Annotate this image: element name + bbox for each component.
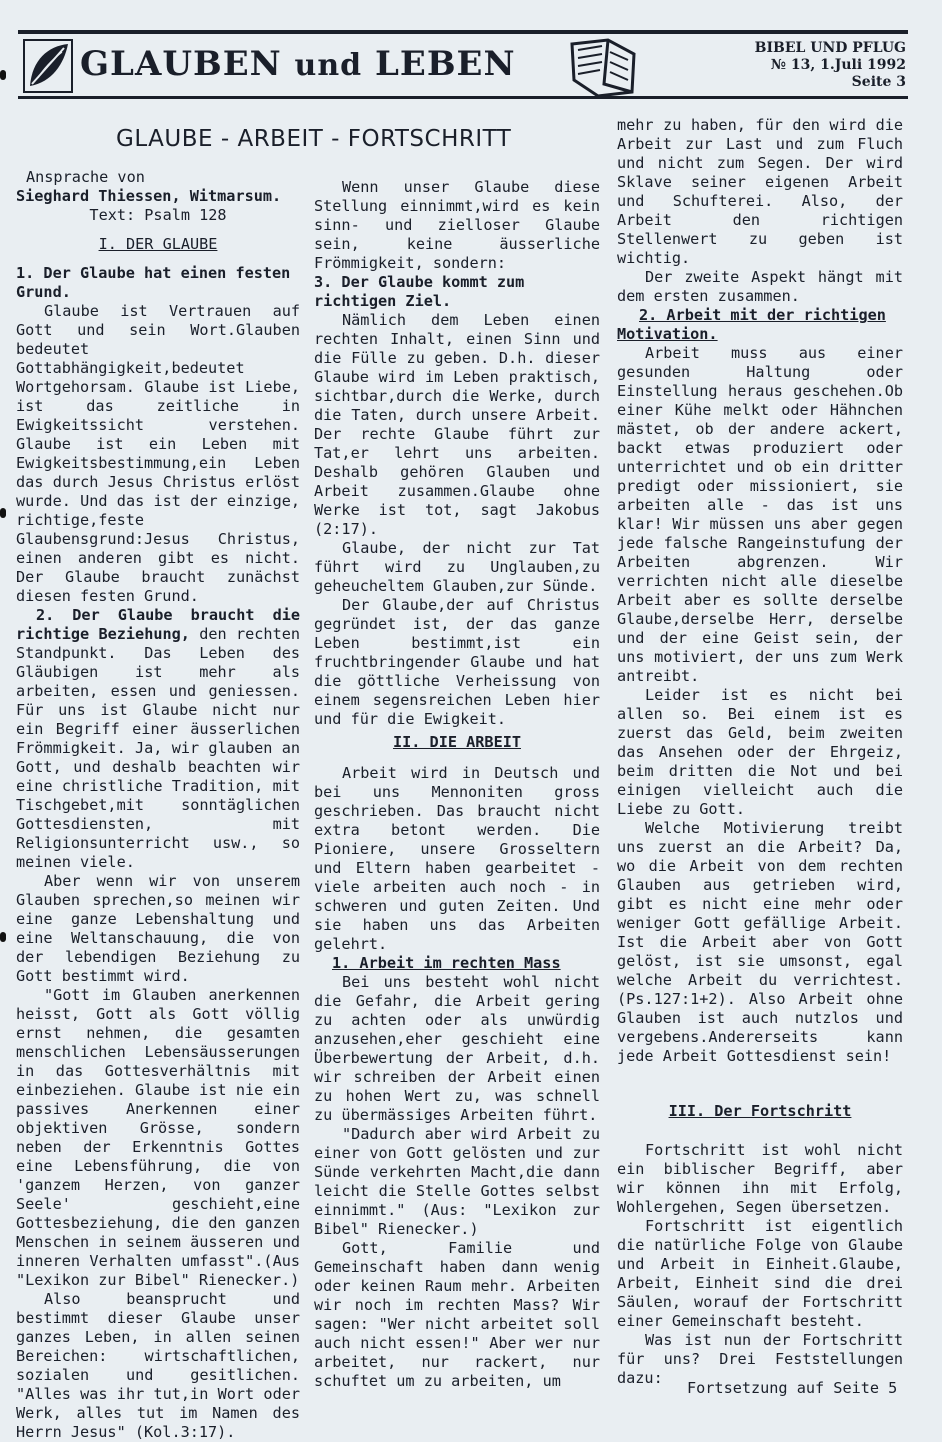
section-heading-arbeit: II. DIE ARBEIT xyxy=(392,733,521,751)
byline-intro: Ansprache von xyxy=(26,168,145,186)
publication-name: BIBEL UND PFLUG xyxy=(754,40,906,56)
paragraph: mehr zu haben, für den wird die Arbeit zur Last und zum Fluch und nicht zum Segen. Der wird Sklave seiner eigenen Arbeit und Schufterei. Also, der Arbeit den richtigen Stellenwert zu geben ist wichtig. xyxy=(617,116,903,267)
paragraph: Bei uns besteht wohl nicht die Gefahr, die Arbeit gering zu achten oder als unwürdig anzusehen,eher geschieht eine Überbewertung der Arbeit, d.h. wir schreiben der Arbeit einen zu hohen Wert zu, was schnell zu übermässiges Arbeiten führt. xyxy=(314,973,600,1124)
section-heading-fortschritt: III. Der Fortschritt xyxy=(668,1102,852,1120)
paragraph: Leider ist es nicht bei allen so. Bei einem ist es zuerst das Geld, beim zweiten das Ansehen oder der Ehrgeiz, beim dritten die Not und bei einigen vielleicht auch die Liebe zu Gott. xyxy=(617,686,903,818)
paragraph: Gott, Familie und Gemeinschaft haben dann wenig oder keinen Raum mehr. Arbeiten wir noch im rechten Mass? Wir sagen: "Wer nicht arbeitet soll auch nicht essen!" Aber wer nur arbeitet, nur rackert, nur schuftet um zu arbeiten, um xyxy=(314,1239,600,1390)
subheading-fester-grund: 1. Der Glaube hat einen festen Grund. xyxy=(16,264,291,301)
byline-speaker: Sieghard Thiessen, Witmarsum. xyxy=(16,187,282,205)
paragraph: Nämlich dem Leben einen rechten Inhalt, einen Sinn und die Fülle zu geben. D.h. dieser Glaube wird im Leben praktisch, sichtbar,durch die Werke, durch die Taten, durch unsere Arbeit. Der rechte Glaube führt zur Tat,er lehrt uns arbeiten. Deshalb gehören Glauben und Arbeit zusammen.Glaube ohne Werke ist tot, sagt Jakobus (2:17). xyxy=(314,311,600,538)
paragraph: Was ist nun der Fortschritt für uns? Drei Feststellungen dazu: xyxy=(617,1331,903,1387)
paragraph: Glaube ist Vertrauen auf Gott und sein Wort.Glauben bedeutet Gottabhängigkeit,bedeutet Wortgehorsam. Glaube ist Liebe, ist das zeitliche in Ewigkeitssicht verstehen. Glaube ist ein Leben mit Ewigkeitsbestimmung,ein Leben das durch Jesus Christus erlöst wurde. Und das ist der einzige, richtige,feste Glaubensgrund:Jesus Christus, einen anderen gibt es nicht. Der Glaube braucht zunächst diesen festen Grund. xyxy=(16,302,300,605)
binder-hole xyxy=(0,932,6,942)
quotation-paragraph: "Dadurch aber wird Arbeit zu einer von Gott gelösten und zur Sünde verkehrten Macht,die dann leicht die Stelle Gottes selbst einnimmt." (Aus: "Lexikon zur Bibel" Rienecker.) xyxy=(314,1125,600,1238)
article-title: GLAUBE - ARBEIT - FORTSCHRITT xyxy=(116,126,512,152)
paragraph: Glaube, der nicht zur Tat führt wird zu Unglauben,zu geheucheltem Glauben,zur Sünde. xyxy=(314,539,600,595)
section-heading-glaube: I. DER GLAUBE xyxy=(98,235,218,253)
paragraph: 2. Der Glaube braucht die richtige Beziehung, den rechten Standpunkt. Das Leben des Gläubigen ist mehr als arbeiten, essen und geniessen. Für uns ist Glaube nicht nur ein Begriff einer äusserlichen Frömmigkeit. Ja, wir glauben an Gott, und deshalb beachten wir eine christliche Tradition, mit Tischgebet,mit sonntäglichen Gottesdiensten, mit Religionsunterricht usw., so meinen viele. xyxy=(16,606,300,871)
column-3 xyxy=(617,116,903,1388)
paragraph: Der Glaube,der auf Christus gegründet ist, der das ganze Leben bestimmt,ist ein fruchtbringender Glaube und hat die göttliche Verheissung von einem segensreichen Leben hier und für die Ewigkeit. xyxy=(314,596,600,728)
paragraph: Der zweite Aspekt hängt mit dem ersten zusammen. xyxy=(617,268,903,305)
subheading-rechtes-mass: 1. Arbeit im rechten Mass xyxy=(332,954,561,972)
paragraph: Also beansprucht und bestimmt dieser Glaube unser ganzes Leben, in allen seinen Bereichen: wirtschaftlichen, sozialen und gesitlichen. "Alles was ihr tut,in Wort oder Werk, alles tut im Namen des Herrn Jesus" (Kol.3:17). xyxy=(16,1290,300,1441)
issue-number: № 13, 1.Juli 1992 xyxy=(770,57,906,73)
binder-hole xyxy=(0,508,6,518)
leaf-logo-icon xyxy=(22,38,74,94)
continued-on-page: Fortsetzung auf Seite 5 xyxy=(687,1379,898,1397)
paragraph: Welche Motivierung treibt uns zuerst an die Arbeit? Da, wo die Arbeit von dem rechten Glauben aus getrieben wird, gibt es nicht eine mehr oder weniger Gott gefällige Arbeit. Ist die Arbeit aber von Gott gelöst, ist sie umsonst, egal welche Arbeit du verrichtest. (Ps.127:1+2). Also Arbeit ohne Glauben ist auch nutzlos und vergebens.Andererseits kann jede Arbeit Gottesdienst sein! xyxy=(617,819,903,1065)
issue-info xyxy=(755,40,906,91)
subheading-richtige-motivation: 2. Arbeit mit der richtigen Motivation. xyxy=(617,306,886,343)
subheading-richtiges-ziel: 3. Der Glaube kommt zum richtigen Ziel. xyxy=(314,273,525,310)
paragraph: Aber wenn wir von unserem Glauben sprechen,so meinen wir eine ganze Lebenshaltung und eine Weltanschauung, die von der lebendigen Beziehung zu Gott bestimmt wird. xyxy=(16,872,300,985)
column-2 xyxy=(314,178,600,1391)
byline-text-reference: Text: Psalm 128 xyxy=(89,206,227,224)
paragraph: Fortschritt ist eigentlich die natürliche Folge von Glaube und Arbeit in Einheit.Glaube, Arbeit, Einheit sind die drei Säulen, worauf der Fortschritt einer Gemeinschaft besteht. xyxy=(617,1217,903,1330)
header-rule-top xyxy=(18,30,908,34)
header-rule-bottom xyxy=(18,96,908,99)
paragraph: Wenn unser Glaube diese Stellung einnimmt,wird es kein sinn- und zielloser Glaube sein, keine äusserliche Frömmigkeit, sondern: xyxy=(314,178,600,272)
column-1 xyxy=(16,168,300,1442)
masthead-title: GLAUBEN und LEBEN xyxy=(80,44,516,84)
paragraph: Arbeit muss aus einer gesunden Haltung oder Einstellung heraus geschehen.Ob einer Kühe melkt oder Hähnchen mästet, ob der andere ackert, backt etwas produziert oder unterrichtet und ob ein dritter predigt oder missioniert, sie arbeiten alle - das ist uns klar! Wir müssen uns aber gegen jede falsche Rangeinstufung der Arbeiten abgrenzen. Wir verrichten nicht alle dieselbe Arbeit aber es sollte derselbe Glaube,derselbe Herr, derselbe und der eine Geist sein, der uns motiviert, der uns zum Werk antreibt. xyxy=(617,344,903,685)
bible-book-icon xyxy=(568,36,638,98)
binder-hole xyxy=(0,70,6,80)
page-number: Seite 3 xyxy=(851,74,906,90)
paragraph: Arbeit wird in Deutsch und bei uns Mennoniten gross geschrieben. Das braucht nicht extra betont werden. Die Pioniere, unsere Grosseltern und Eltern haben gearbeitet - viele arbeiten auch noch - in schweren und guten Zeiten. Und sie haben uns das Arbeiten gelehrt. xyxy=(314,764,600,953)
paragraph: Fortschritt ist wohl nicht ein biblischer Begriff, aber wir können ihn mit Erfolg, Wohlergehen, Segen übersetzen. xyxy=(617,1141,903,1216)
quotation-paragraph: "Gott im Glauben anerkennen heisst, Gott als Gott völlig ernst nehmen, die gesamten menschlichen Lebensäusserungen in das Gottesverhältnis mit einbeziehen. Glaube ist nie ein passives Anerkennen einer objektiven Grösse, sondern neben der Erkenntnis Gottes eine Lebensführung, die von 'ganzem Herzen, von ganzer Seele' geschieht,eine Gottesbeziehung, die den ganzen Menschen in seinem äusseren und inneren Verhalten umfasst".(Aus "Lexikon zur Bibel" Rienecker.) xyxy=(16,986,300,1289)
